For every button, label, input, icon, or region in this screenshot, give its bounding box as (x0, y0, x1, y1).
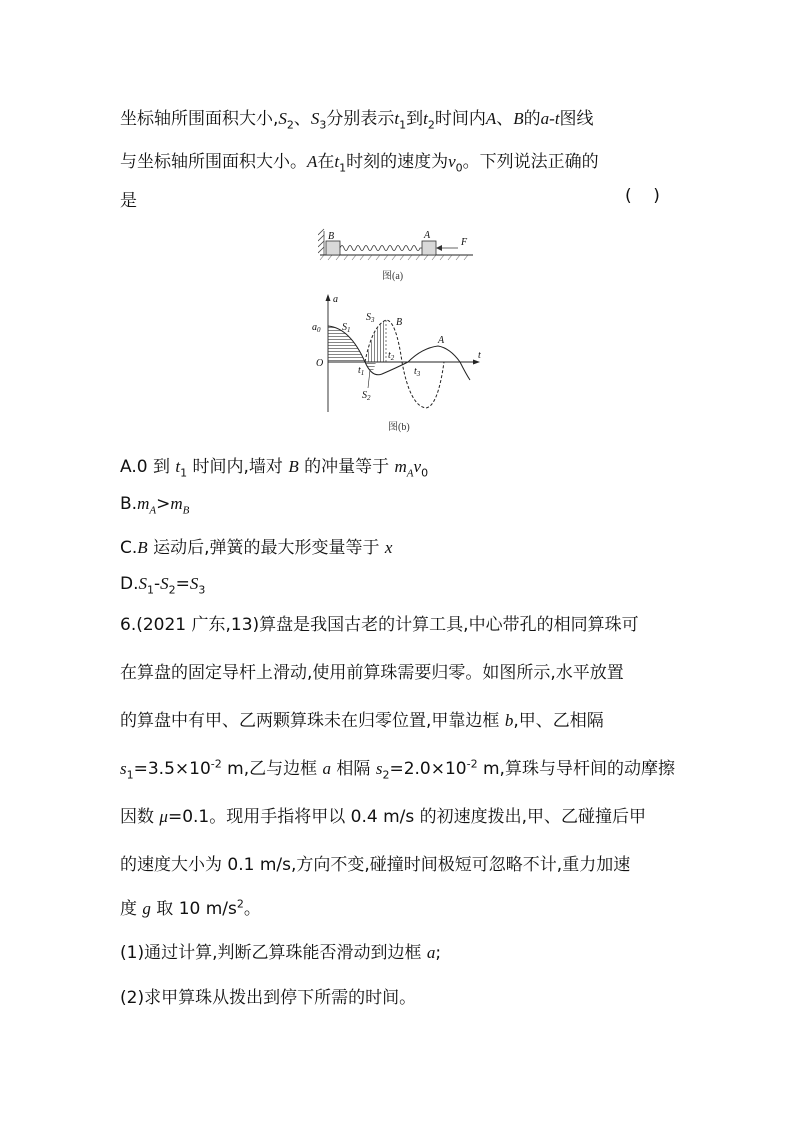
symbol-g: g (142, 899, 151, 918)
symbol-mu: μ (159, 807, 168, 826)
block-A (422, 241, 436, 255)
label-S1: $S_1$ (342, 322, 351, 334)
q6-line-4 (120, 754, 675, 781)
text: (1)通过计算,判断乙算珠能否滑动到边框 (120, 943, 427, 963)
symbol-a: a (426, 943, 436, 962)
floor-hatch (320, 255, 468, 260)
text: 时刻的速度为 (346, 152, 449, 172)
axis-label-t: t (478, 350, 481, 361)
symbol-t1: t (334, 152, 340, 171)
text: 时间内 (434, 109, 486, 129)
symbol-t1: t (394, 109, 400, 128)
symbol-A: A (307, 152, 318, 171)
label-F: F (461, 237, 468, 248)
spring (340, 246, 422, 251)
text: > (156, 494, 171, 514)
subscript: 1 (399, 118, 407, 132)
text: 坐标轴所围面积大小, (120, 109, 279, 129)
q6-line-1: 6.(2021 广东,13)算盘是我国古老的计算工具,中心带孔的相同算珠可 (120, 615, 639, 635)
symbol-S1: S (138, 574, 147, 593)
label-t3: $t_3$ (414, 366, 421, 378)
option-A (120, 452, 428, 479)
symbol-a-t: a-t (540, 109, 560, 128)
text: 的算盘中有甲、乙两颗算珠未在归零位置,甲靠边框 (120, 711, 505, 731)
label-A-curve: A (438, 335, 445, 346)
figure-a-caption: 图(a) (382, 271, 404, 282)
symbol-B: B (137, 538, 148, 557)
symbol-t2: t (423, 109, 428, 128)
symbol-m: m (137, 494, 150, 513)
subscript: 0 (421, 466, 429, 480)
intro-line-1 (120, 104, 594, 131)
subscript: A (149, 504, 157, 517)
label-A: A (424, 230, 431, 241)
force-arrowhead (436, 245, 442, 251)
text: 的冲量等于 (298, 457, 395, 477)
symbol-A: A (485, 109, 497, 128)
label-S2: $S_2$ (362, 390, 371, 402)
option-D (120, 574, 205, 596)
q6-subquestion-2: (2)求甲算珠从拨出到停下所需的时间。 (120, 988, 417, 1008)
q6-line-2: 在算盘的固定导杆上滑动,使用前算珠需要归零。如图所示,水平放置 (120, 663, 624, 683)
q6-subquestion-1 (120, 938, 441, 963)
subscript: 1 (180, 466, 188, 480)
block-B (326, 241, 340, 255)
subscript: A (406, 467, 414, 480)
text: 时间内,墙对 (187, 457, 289, 477)
text: m,乙与边框 (221, 759, 323, 779)
text: C. (120, 538, 138, 558)
text: 分别表示 (326, 109, 395, 129)
text: 。下列说法正确的 (462, 152, 599, 172)
symbol-v: v (413, 457, 422, 476)
text: B. (120, 494, 138, 514)
y-axis-arrow (326, 294, 331, 301)
subscript: 0 (455, 161, 463, 175)
symbol-S3: S (310, 109, 320, 128)
text: 图线 (559, 109, 594, 129)
label-B-curve: B (396, 317, 403, 328)
intro-line-3: 是 (120, 191, 137, 211)
label-t1: $t_1$ (358, 365, 365, 377)
text: 到 (406, 109, 424, 129)
wall-hatch (318, 229, 324, 255)
symbol-m: m (170, 494, 183, 513)
text: 相隔 (331, 759, 376, 779)
text: =3.5×10 (133, 759, 211, 779)
text: m,算珠与导杆间的动摩擦 (477, 759, 675, 779)
subscript: 1 (147, 583, 154, 597)
q6-line-6: 的速度大小为 0.1 m/s,方向不变,碰撞时间极短可忽略不计,重力加速 (120, 855, 631, 875)
q6-line-7 (120, 894, 261, 919)
text: ; (435, 943, 442, 963)
text: 的 (523, 109, 541, 129)
symbol-x: x (384, 538, 393, 557)
figure-a (318, 225, 478, 285)
symbol-t1: t (175, 457, 181, 476)
S2-leader (368, 370, 370, 388)
symbol-a: a (322, 759, 332, 778)
intro-line-2 (120, 147, 599, 174)
text: D. (120, 574, 139, 594)
a0-label: $a_0$ (312, 322, 321, 334)
subscript: 3 (319, 118, 327, 132)
text: 与坐标轴所围面积大小。 (120, 152, 307, 172)
text: 、 (293, 109, 311, 129)
subscript: 2 (286, 118, 294, 132)
figure-b-caption: 图(b) (388, 422, 410, 433)
figure-b (310, 290, 490, 435)
symbol-s2: s (375, 759, 383, 778)
subscript: 1 (126, 768, 134, 782)
text: 取 10 m/s (150, 899, 237, 919)
text: 因数 (120, 807, 160, 827)
answer-blank: ( ) (625, 186, 660, 206)
q6-line-5 (120, 802, 646, 827)
label-t2: $t_2$ (388, 350, 395, 362)
text: - (154, 574, 161, 594)
text: ,甲、乙相隔 (513, 711, 604, 731)
symbol-S2: S (278, 109, 287, 128)
exponent: -2 (210, 757, 222, 771)
text: =0.1。现用手指将甲以 0.4 m/s 的初速度拨出,甲、乙碰撞后甲 (167, 807, 647, 827)
symbol-B: B (288, 457, 299, 476)
text: = (175, 574, 190, 594)
text: 。 (243, 899, 261, 919)
q6-line-3 (120, 706, 604, 731)
exponent: -2 (466, 757, 478, 771)
symbol-S3: S (189, 574, 199, 593)
subscript: 1 (339, 161, 347, 175)
axis-label-a: a (333, 294, 338, 305)
subscript: 3 (198, 583, 206, 597)
text: 在 (317, 152, 335, 172)
subscript: 2 (168, 583, 176, 597)
text: =2.0×10 (389, 759, 467, 779)
text: 度 (120, 899, 143, 919)
symbol-m: m (394, 457, 407, 476)
subscript: B (182, 504, 190, 517)
label-S3: $S_3$ (366, 312, 375, 324)
symbol-B: B (513, 109, 524, 128)
area-S3 (366, 320, 386, 362)
option-C (120, 533, 392, 558)
subscript: 2 (382, 768, 390, 782)
text: 、 (496, 109, 514, 129)
option-B (120, 494, 189, 516)
text: 运动后,弹簧的最大形变量等于 (147, 538, 385, 558)
origin-label: O (316, 358, 324, 369)
symbol-S2: S (160, 574, 169, 593)
symbol-v0: v (448, 152, 456, 171)
exponent: 2 (236, 897, 244, 911)
symbol-b: b (504, 711, 514, 730)
label-B: B (328, 231, 335, 242)
text: A.0 到 (120, 457, 176, 477)
symbol-s1: s (120, 759, 127, 778)
subscript: 2 (427, 118, 435, 132)
